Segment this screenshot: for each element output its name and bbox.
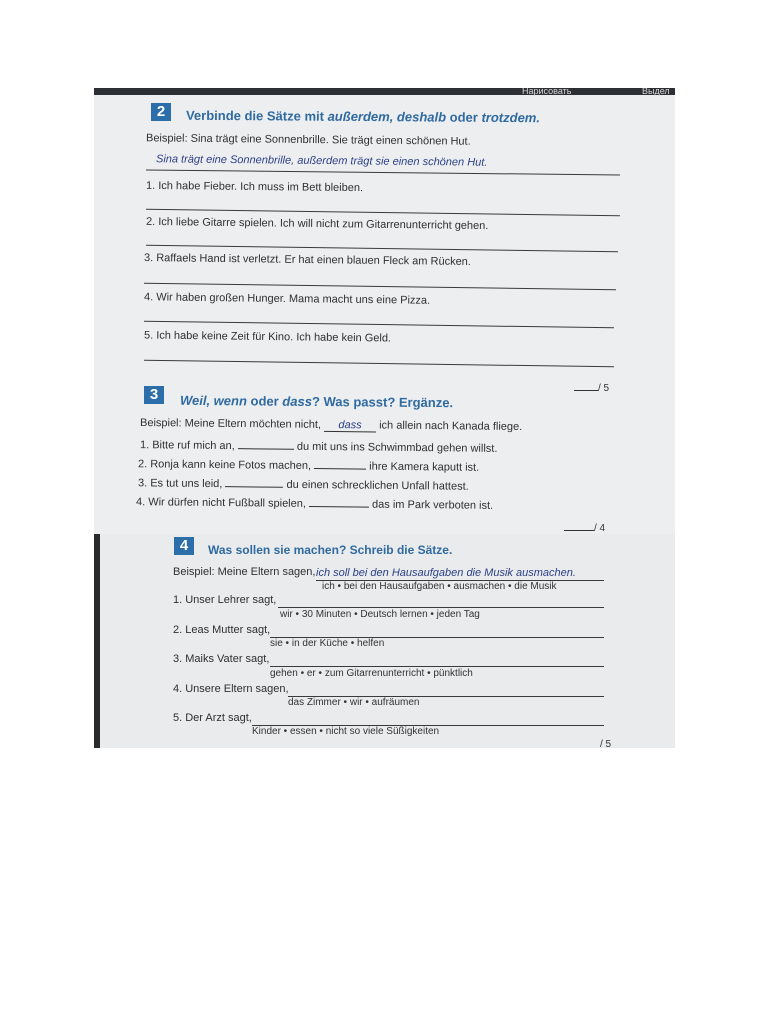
exercise-4-example-hint: ich • bei den Hausaufgaben • ausmachen • die Musik — [322, 581, 557, 592]
answer-line[interactable] — [146, 209, 620, 217]
exercise-2-item-3: 3. Raffaels Hand ist verletzt. Er hat einen blauen Fleck am Rücken. — [143, 252, 471, 268]
example-text: Beispiel: Meine Eltern möchten nicht, — [139, 416, 322, 431]
exercise-3-title-part: oder — [246, 393, 283, 409]
exercise-3-title-part: dass — [282, 393, 313, 409]
exercise-4-score: / 5 — [600, 739, 612, 748]
exercise-4-example-answer: ich soll bei den Hausaufgaben die Musik ausmachen. — [316, 567, 576, 579]
example-text: Beispiel: Meine Eltern sagen, — [173, 566, 316, 578]
photo-edge — [94, 534, 100, 748]
exercise-4-item-2: 2. Leas Mutter sagt, — [173, 624, 271, 636]
score-value: / 5 — [598, 383, 610, 394]
blank-field[interactable] — [314, 458, 366, 470]
exercise-4-item-5-hint: Kinder • essen • nicht so viele Süßigkeiten — [252, 726, 440, 737]
item-text: das im Park verboten ist. — [372, 498, 494, 512]
blank-field[interactable] — [225, 476, 283, 488]
exercise-2-item-2: 2. Ich liebe Gitarre spielen. Ich will nicht zum Gitarrenunterricht gehen. — [145, 215, 489, 233]
exercise-2-item-4: 4. Wir haben großen Hunger. Mama macht uns eine Pizza. — [143, 291, 431, 307]
exercise-4-item-1-hint: wir • 30 Minuten • Deutsch lernen • jeden Tag — [280, 609, 480, 620]
score-value: / 4 — [594, 523, 606, 534]
exercise-2-title-part: Verbinde die Sätze mit — [185, 107, 328, 124]
answer-line[interactable] — [146, 245, 618, 253]
item-text: 4. Wir dürfen nicht Fußball spielen, — [135, 496, 307, 510]
toolbar-item-draw[interactable]: Нарисовать — [522, 88, 572, 96]
item-text: du mit uns ins Schwimmbad gehen willst. — [296, 440, 498, 455]
exercise-4-number: 4 — [174, 537, 194, 555]
exercise-4-item-4-hint: das Zimmer • wir • aufräumen — [288, 697, 420, 708]
exercise-2-number: 2 — [151, 103, 171, 121]
exercise-4-item-2-hint: sie • in der Küche • helfen — [270, 638, 385, 649]
answer-line[interactable] — [144, 360, 614, 368]
exercise-4-example — [173, 566, 315, 578]
exercise-3-title-part: Weil, wenn — [179, 392, 248, 409]
exercise-2-title — [186, 108, 540, 125]
exercise-3-example — [140, 417, 522, 434]
exercise-3-score — [564, 520, 605, 534]
item-text: du einen schrecklichen Unfall hattest. — [286, 478, 469, 493]
answer-line[interactable] — [144, 321, 614, 329]
answer-line[interactable] — [270, 666, 604, 667]
exercise-3-item-2 — [138, 456, 479, 474]
item-text: ihre Kamera kaputt ist. — [369, 460, 480, 474]
exercise-2-example-answer: Sina trägt eine Sonnenbrille, außerdem trägt sie einen schönen Hut. — [155, 153, 488, 169]
answer-line[interactable] — [144, 283, 616, 291]
exercise-2-title-part: außerdem, deshalb — [327, 108, 447, 125]
exercise-2-title-part: trotzdem. — [481, 109, 541, 126]
exercise-3-title-part: ? Was passt? Ergänze. — [311, 393, 454, 411]
exercise-4-item-5: 5. Der Arzt sagt, — [173, 712, 252, 724]
item-text: 2. Ronja kann keine Fotos machen, — [137, 458, 312, 473]
item-text: 3. Es tut uns leid, — [137, 477, 223, 491]
exercise-2-item-5: 5. Ich habe keine Zeit für Kino. Ich habe kein Geld. — [143, 329, 392, 345]
exercise-3-item-3 — [138, 475, 469, 492]
answer-line — [146, 170, 620, 176]
example-answer-text: dass — [338, 419, 362, 432]
blank-field[interactable] — [309, 496, 369, 508]
exercise-4-item-1: 1. Unser Lehrer sagt, — [173, 594, 277, 606]
answer-line[interactable] — [278, 607, 604, 608]
exercise-3-title — [180, 393, 453, 410]
exercise-2-item-1: 1. Ich habe Fieber. Ich muss im Bett bleiben. — [145, 179, 364, 195]
item-text: 1. Bitte ruf mich an, — [139, 439, 235, 453]
exercise-2-score — [574, 380, 609, 394]
exercise-4-title: Was sollen sie machen? Schreib die Sätze. — [208, 543, 453, 557]
exercise-3-item-4 — [136, 494, 493, 512]
blank-field[interactable] — [238, 438, 294, 450]
exercise-3-item-1 — [140, 437, 498, 455]
exercise-4-item-3: 3. Maiks Vater sagt, — [173, 653, 270, 665]
exercise-2-title-part: oder — [446, 109, 482, 125]
example-text: ich allein nach Kanada fliege. — [379, 419, 523, 434]
worksheet-photo-top — [94, 88, 675, 534]
example-answer — [324, 419, 376, 433]
worksheet-photo-bottom — [94, 534, 675, 748]
exercise-4-item-4: 4. Unsere Eltern sagen, — [173, 683, 289, 695]
exercise-3-number: 3 — [144, 386, 164, 404]
app-toolbar-strip — [94, 88, 675, 95]
exercise-2-example: Beispiel: Sina trägt eine Sonnenbrille. Sie trägt einen schönen Hut. — [145, 132, 471, 148]
toolbar-item-select[interactable]: Выдел — [642, 88, 670, 96]
exercise-4-item-3-hint: gehen • er • zum Gitarrenunterricht • pünktlich — [270, 668, 473, 679]
